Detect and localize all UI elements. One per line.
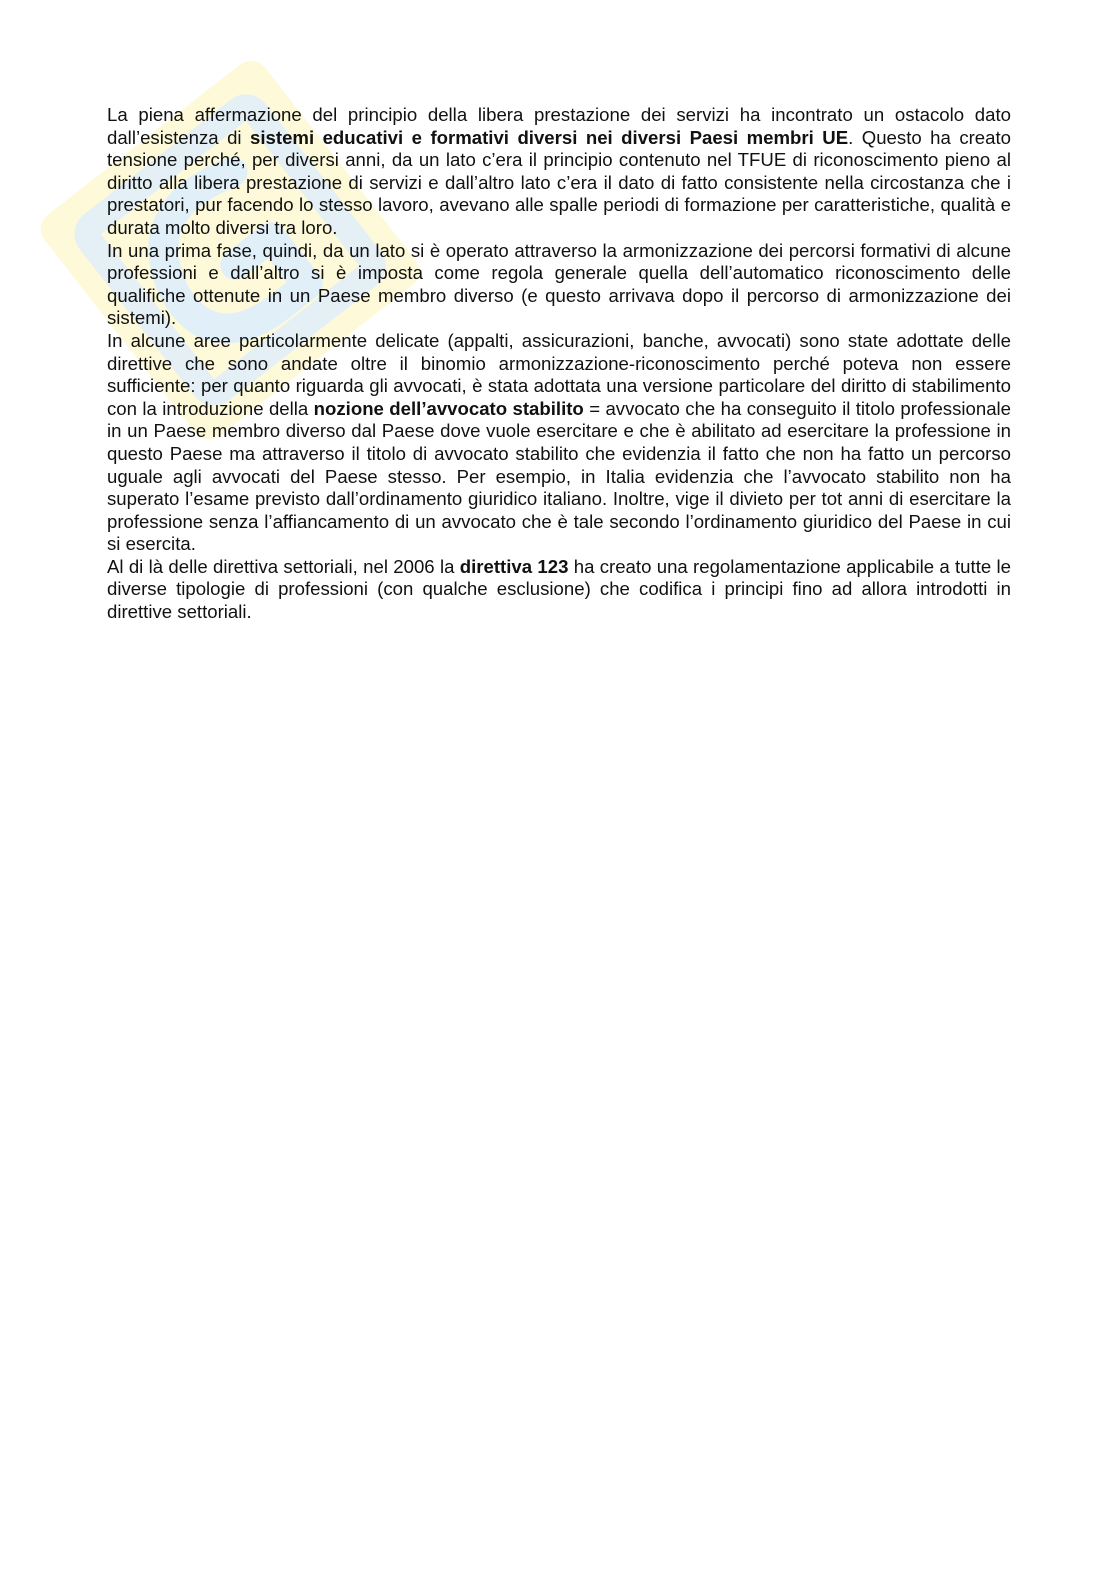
paragraph bbox=[107, 240, 1011, 330]
paragraph-text: Al di là delle direttiva settoriali, nel 2006 la bbox=[107, 555, 460, 577]
paragraph-text: ha creato una regolamentazione applicabile a tutte le diverse tipologie di professioni (con qualche esclusione) che codifica i principi fino ad allora introdotti in direttive settoriali. bbox=[107, 555, 1011, 623]
bold-term: nozione dell’avvocato stabilito bbox=[313, 397, 584, 419]
paragraph-text: In alcune aree particolarmente delicate (appalti, assicurazioni, banche, avvocati) sono state adottate delle direttive che sono andate oltre il binomio armonizzazione-riconoscimento perché poteva non essere sufficiente: per quanto riguarda gli avvocati, è stata adottata una versione particolare del diritto di stabilimento con la introduzione della bbox=[107, 329, 1011, 419]
paragraph-text: = avvocato che ha conseguito il titolo professionale in un Paese membro diverso dal Paese dove vuole esercitare e che è abilitato ad esercitare la professione in questo Paese ma attraverso il titolo di avvocato stabilito che evidenzia il fatto che non ha fatto un percorso uguale agli avvocati del Paese stesso. Per esempio, in Italia evidenzia che l’avvocato stabilito non ha superato l’esame previsto dall’ordinamento giuridico italiano. Inoltre, vige il divieto per tot anni di esercitare la professione senza l’affiancamento di un avvocato che è tale secondo l’ordinamento giuridico del Paese in cui si esercita. bbox=[107, 397, 1012, 555]
paragraph bbox=[107, 556, 1011, 624]
paragraph bbox=[107, 330, 1011, 556]
paragraph-text: In una prima fase, quindi, da un lato si è operato attraverso la armonizzazione dei percorsi formativi di alcune professioni e dall’altro si è imposta come regola generale quella dell’automatico riconoscimento delle qualifiche ottenute in un Paese membro diverso (e questo arrivava dopo il percorso di armonizzazione dei sistemi). bbox=[107, 239, 1011, 329]
bold-term: sistemi educativi e formativi diversi nei diversi Paesi membri UE bbox=[250, 126, 849, 148]
bold-term: direttiva 123 bbox=[459, 555, 569, 577]
paragraph bbox=[107, 104, 1011, 240]
paragraph-text: La piena affermazione del principio della libera prestazione dei servizi ha incontrato un ostacolo dato dall’esistenza di bbox=[107, 104, 1011, 148]
paragraph-text: . Questo ha creato tensione perché, per diversi anni, da un lato c’era il principio contenuto nel TFUE di riconoscimento pieno al diritto alla libera prestazione di servizi e dall’altro lato c’era il dato di fatto consistente nella circostanza che i prestatori, pur facendo lo stesso lavoro, avevano alle spalle periodi di formazione per caratteristiche, qualità e durata molto diversi tra loro. bbox=[107, 126, 1011, 238]
document-body bbox=[107, 104, 1011, 624]
